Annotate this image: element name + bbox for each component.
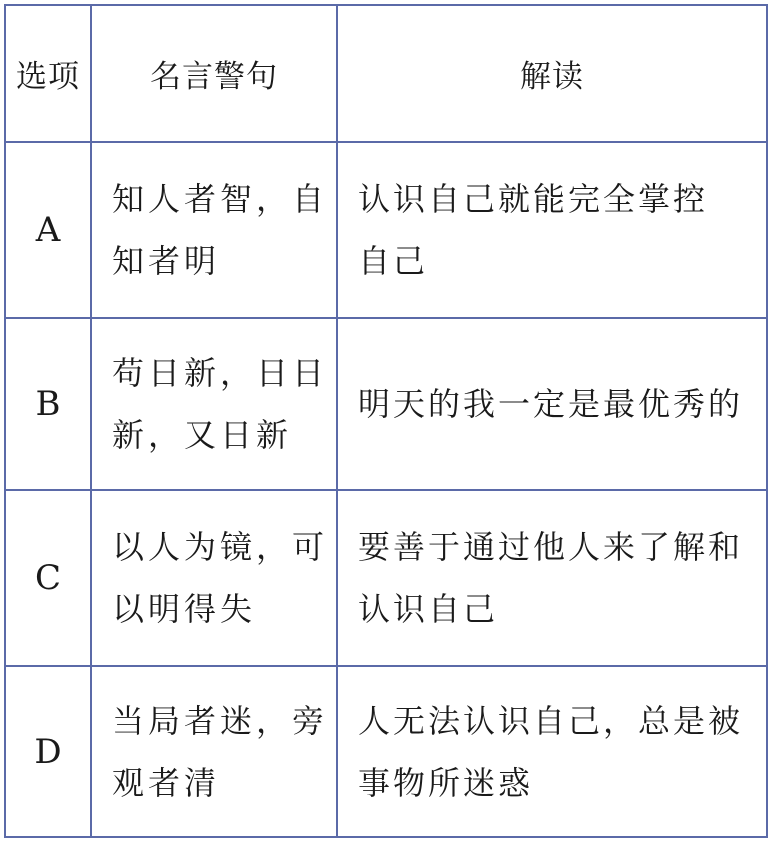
quote-line: 以人为镜，可 <box>112 528 329 566</box>
header-quote: 名言警句 <box>91 5 337 142</box>
interpretation-line: 自己 <box>358 242 429 280</box>
header-option: 选项 <box>5 5 91 142</box>
table-row <box>5 142 767 318</box>
quote-line: 知者明 <box>112 242 221 280</box>
header-interpretation: 解读 <box>337 5 767 142</box>
quote-cell <box>91 666 337 837</box>
interpretation-line: 认识自己 <box>358 590 499 628</box>
quote-cell <box>91 318 337 490</box>
interpretation-line: 事物所迷惑 <box>358 763 534 802</box>
quote-table <box>4 4 768 838</box>
interpretation-line: 认识自己就能完全掌控 <box>358 180 709 218</box>
option-label: A <box>5 142 91 318</box>
option-label: B <box>5 318 91 490</box>
interpretation-line: 要善于通过他人来了解和 <box>358 528 744 566</box>
table-row <box>5 490 767 666</box>
quote-cell <box>91 490 337 666</box>
quote-line: 苟日新，日日 <box>112 354 329 392</box>
table-row <box>5 318 767 490</box>
quote-line: 当局者迷，旁 <box>112 701 329 740</box>
interpretation-cell <box>337 142 767 318</box>
interpretation-line: 人无法认识自己，总是被 <box>358 701 744 740</box>
quote-line: 以明得失 <box>112 590 257 628</box>
quote-line: 新，又日新 <box>112 416 293 454</box>
quote-line: 知人者智，自 <box>112 180 329 218</box>
table-row <box>5 666 767 837</box>
interpretation-line: 明天的我一定是最优秀的 <box>358 385 744 423</box>
quote-cell <box>91 142 337 318</box>
interpretation-cell <box>337 318 767 490</box>
option-label: D <box>5 666 91 837</box>
interpretation-cell <box>337 490 767 666</box>
interpretation-cell <box>337 666 767 837</box>
option-label: C <box>5 490 91 666</box>
quote-line: 观者清 <box>112 763 221 802</box>
table-header-row <box>5 5 767 142</box>
